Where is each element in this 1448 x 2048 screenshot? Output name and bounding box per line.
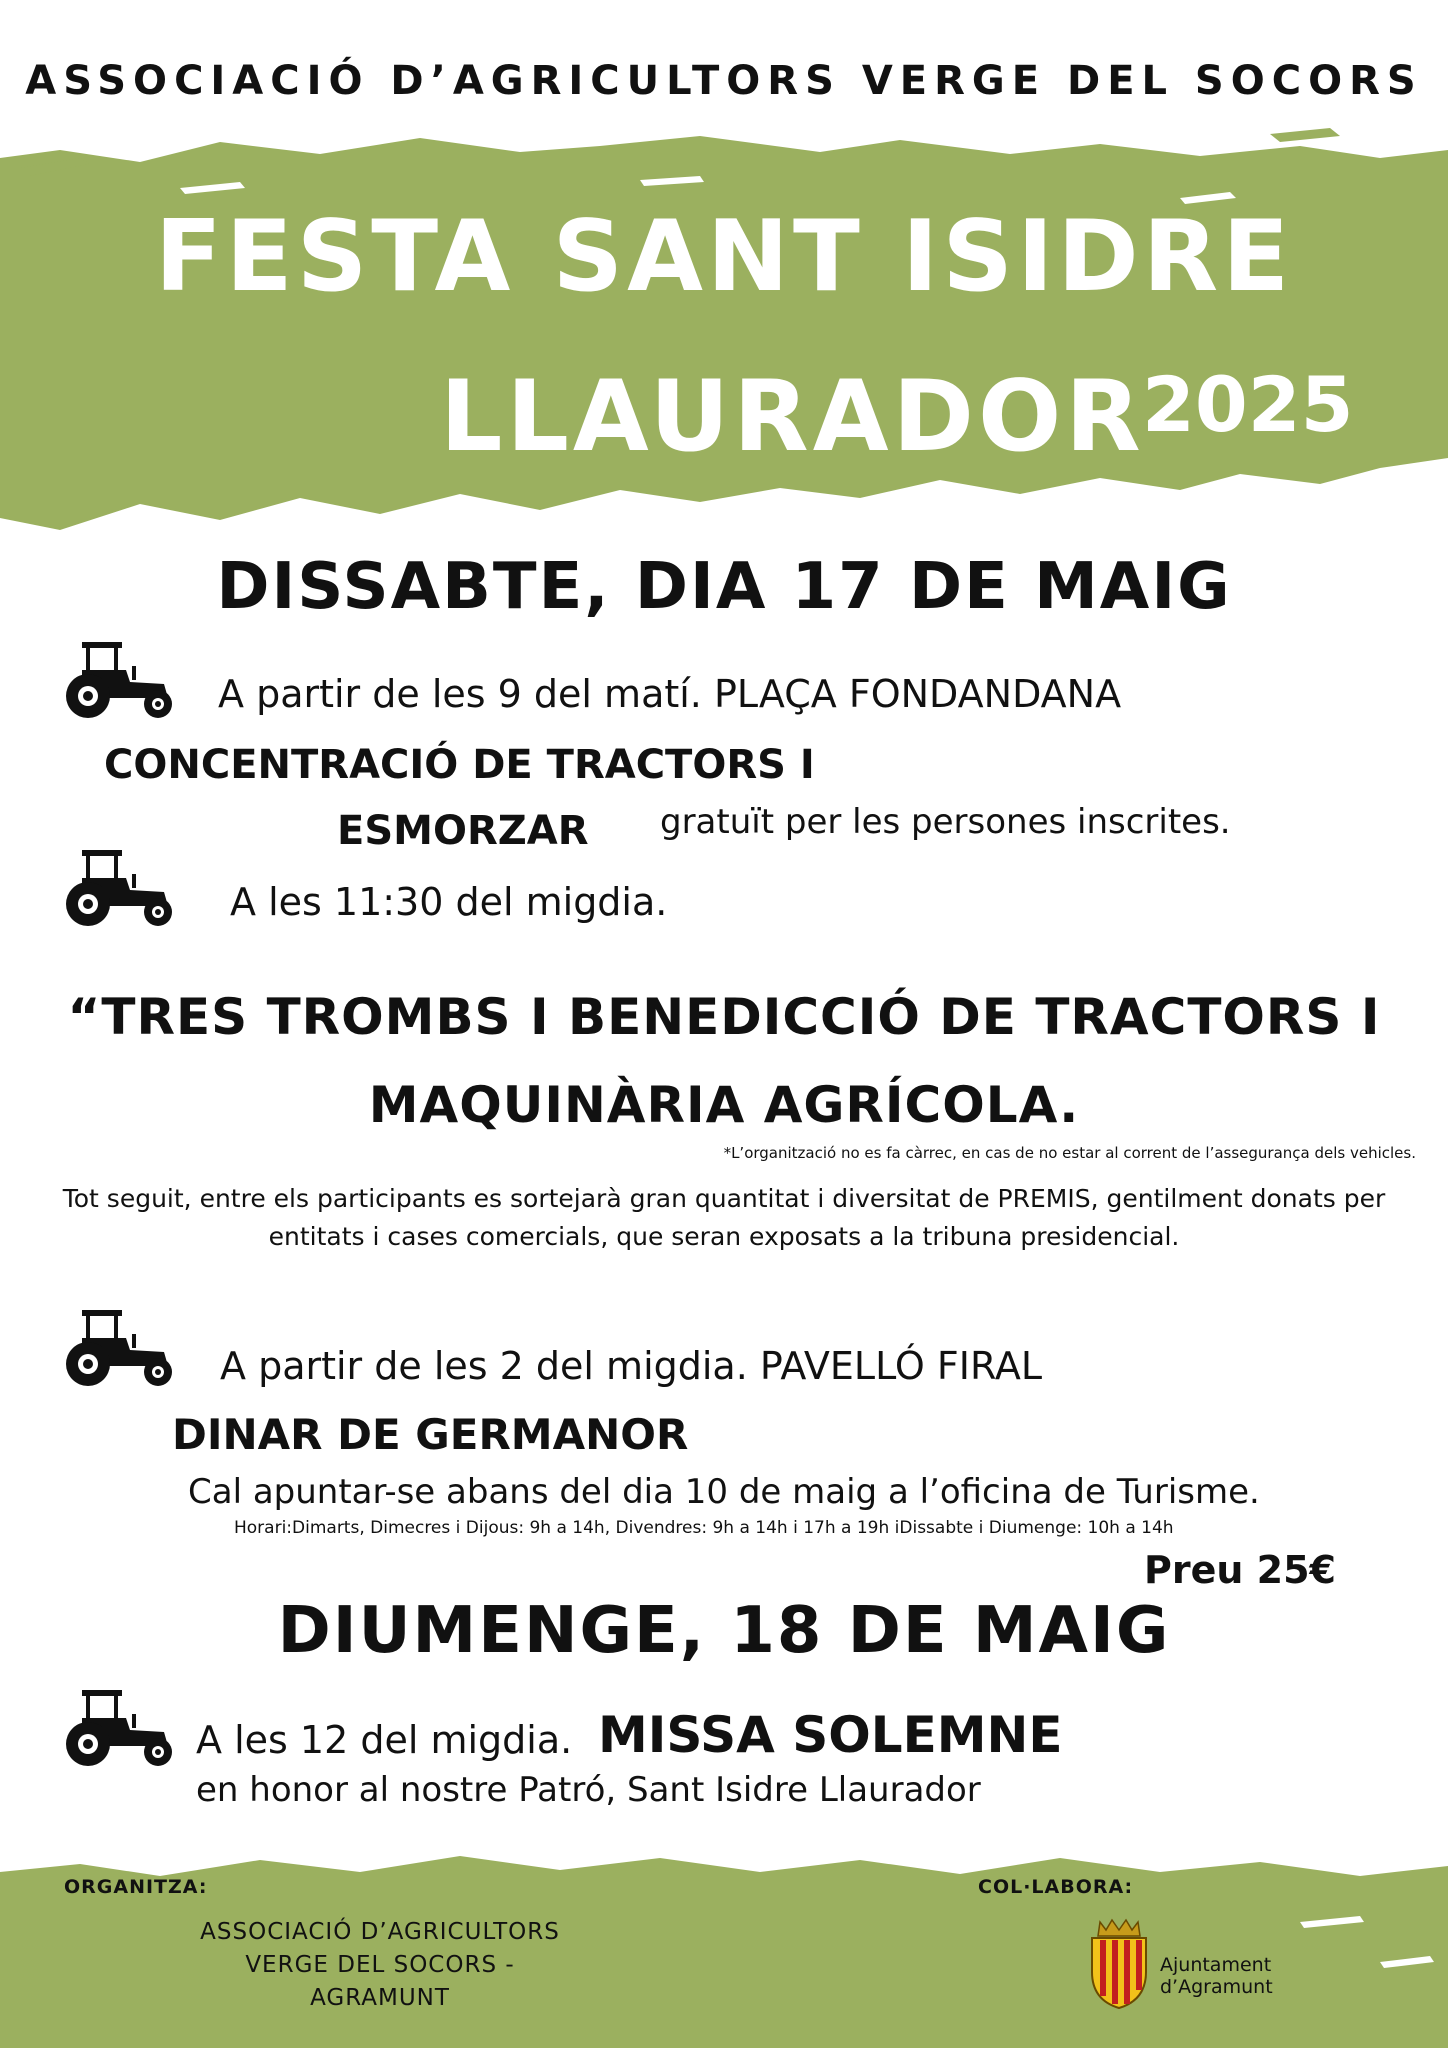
insurance-disclaimer: *L’organització no es fa càrrec, en cas de no estar al corrent de l’assegurança dels vehicles. xyxy=(723,1144,1416,1162)
organization-header: ASSOCIACIÓ D’AGRICULTORS VERGE DEL SOCORS xyxy=(25,58,1423,104)
event2-title-line2: MAQUINÀRIA AGRÍCOLA. xyxy=(368,1076,1080,1134)
tractor-icon xyxy=(64,848,176,928)
sunday-event-subtitle: en honor al nostre Patró, Sant Isidre Llaurador xyxy=(196,1770,981,1810)
organizer-line1: ASSOCIACIÓ D’AGRICULTORS xyxy=(200,1919,560,1945)
organizer-line3: AGRAMUNT xyxy=(310,1985,450,2011)
event1-note: gratuït per les persones inscrites. xyxy=(660,802,1231,842)
tractor-icon xyxy=(64,1308,176,1388)
event1-title-line2: ESMORZAR xyxy=(337,808,589,854)
festival-title-line2: LLAURADOR xyxy=(440,360,1145,474)
coat-of-arms-icon xyxy=(1086,1918,1152,2010)
sunday-event-title: MISSA SOLEMNE xyxy=(598,1706,1063,1764)
tractor-icon xyxy=(64,1688,176,1768)
event3-title: DINAR DE GERMANOR xyxy=(172,1410,689,1459)
collaborator-label: COL·LABORA: xyxy=(978,1876,1134,1898)
prizes-line1: Tot seguit, entre els participants es sortejarà gran quantitat i diversitat de PREMIS, gentilment donats per xyxy=(62,1184,1386,1213)
event1-time: A partir de les 9 del matí. PLAÇA FONDANDANA xyxy=(218,672,1122,716)
event2-title-line1: “TRES TROMBS I BENEDICCIÓ DE TRACTORS I xyxy=(67,988,1381,1046)
title-banner xyxy=(0,128,1448,548)
sunday-event-time: A les 12 del migdia. xyxy=(196,1718,573,1762)
organizer-line2: VERGE DEL SOCORS - xyxy=(245,1952,515,1978)
event3-signup: Cal apuntar-se abans del dia 10 de maig a l’oficina de Turisme. xyxy=(188,1472,1260,1512)
event2-time: A les 11:30 del migdia. xyxy=(230,880,668,924)
lunch-price: Preu 25€ xyxy=(1144,1548,1336,1592)
tractor-icon xyxy=(64,640,176,720)
saturday-heading: DISSABTE, DIA 17 DE MAIG xyxy=(216,550,1232,624)
event1-title-line1: CONCENTRACIÓ DE TRACTORS I xyxy=(104,742,815,788)
sunday-heading: DIUMENGE, 18 DE MAIG xyxy=(277,1594,1171,1668)
festival-title-line1: FESTA SANT ISIDRE xyxy=(154,200,1294,314)
prizes-line2: entitats i cases comercials, que seran exposats a la tribuna presidencial. xyxy=(268,1222,1180,1251)
event3-time: A partir de les 2 del migdia. PAVELLÓ FIRAL xyxy=(220,1344,1042,1388)
festival-year: 2025 xyxy=(1142,360,1354,449)
tourism-office-hours: Horari:Dimarts, Dimecres i Dijous: 9h a 14h, Divendres: 9h a 14h i 17h a 19h iDissabte i Diumenge: 10h a 14h xyxy=(234,1518,1174,1538)
collaborator-line2: d’Agramunt xyxy=(1160,1976,1273,1998)
collaborator-line1: Ajuntament xyxy=(1160,1954,1272,1976)
organizer-label: ORGANITZA: xyxy=(64,1876,208,1898)
